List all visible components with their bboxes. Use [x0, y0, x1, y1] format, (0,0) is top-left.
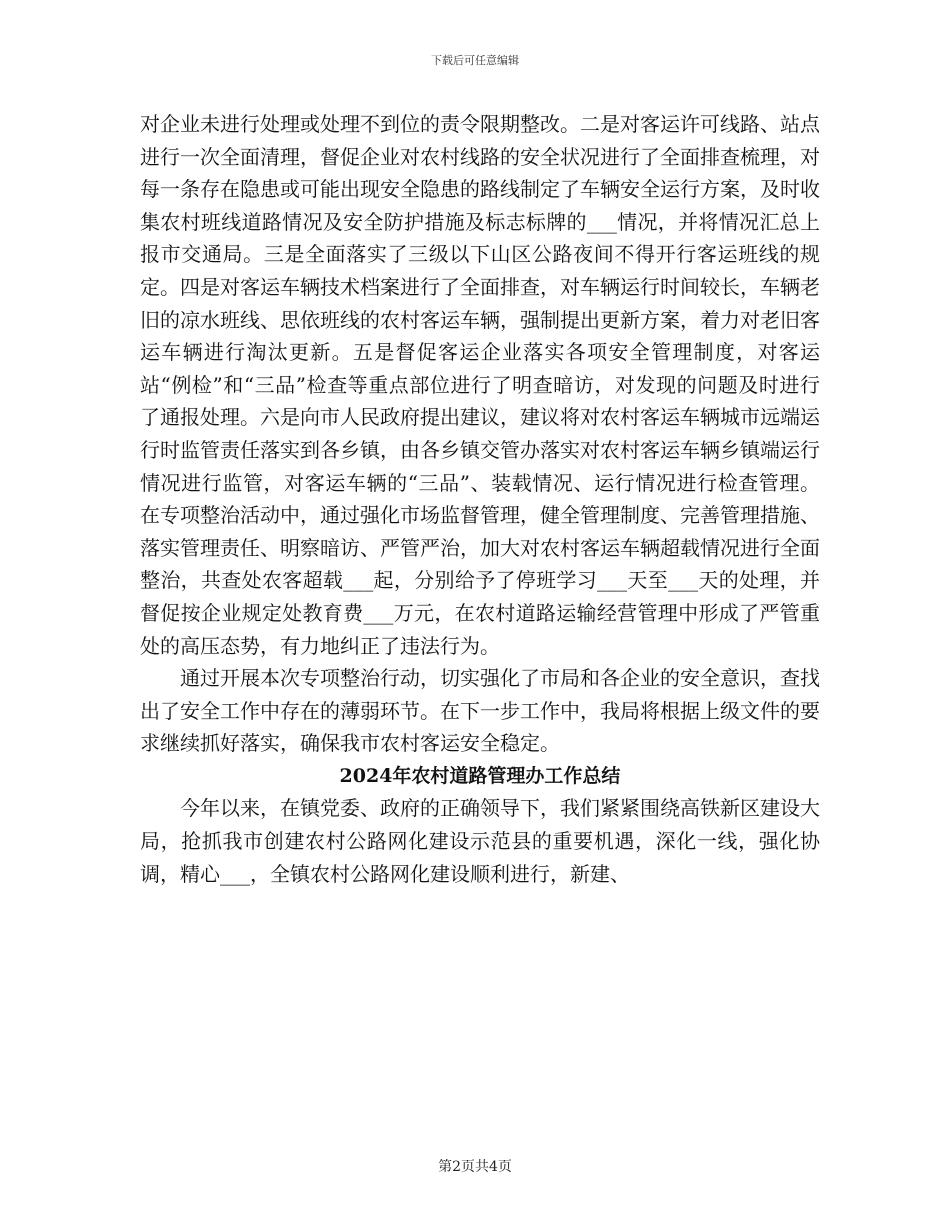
body-paragraph: 对企业未进行处理或处理不到位的责令限期整改。二是对客运许可线路、站点进行一次全面清理，督促企业对农村线路的安全状况进行了全面排查梳理，对每一条存在隐患或可能出现安全隐患的路线制定了车辆安全运行方案，及时收集农村班线道路情况及安全防护措施及标志标牌的___情况，并将情况汇总上报市交通局。三是全面落实了三级以下山区公路夜间不得开行客运班线的规定。四是对客运车辆技术档案进行了全面排查，对车辆运行时间较长，车辆老旧的凉水班线、思依班线的农村客运车辆，强制提出更新方案，着力对老旧客运车辆进行淘汰更新。五是督促客运企业落实各项安全管理制度，对客运站“例检”和“三品”检查等重点部位进行了明查暗访，对发现的问题及时进行了通报处理。六是向市人民政府提出建议，建议将对农村客运车辆城市远端运行时监管责任落实到各乡镇，由各乡镇交管办落实对农村客运车辆乡镇端运行情况进行监管，对客运车辆的“三品”、装载情况、运行情况进行检查管理。在专项整治活动中，通过强化市场监督管理，健全管理制度、完善管理措施、落实管理责任、明察暗访、严管严治，加大对农村客运车辆超载情况进行全面整治，共查处农客超载___起，分别给予了停班学习___天至___天的处理，并督促按企业规定处教育费___万元，在农村道路运输经营管理中形成了严管重处的高压态势，有力地纠正了违法行为。 — [140, 112, 820, 658]
document-body — [140, 108, 820, 890]
body-paragraph: 今年以来，在镇党委、政府的正确领导下，我们紧紧围绕高铁新区建设大局，抢抓我市创建农村公路网化建设示范县的重要机遇，深化一线，强化协调，精心___，全镇农村公路网化建设顺利进行，新建、 — [140, 796, 820, 886]
page-header-note: 下载后可任意编辑 — [431, 54, 519, 67]
section-title: 2024年农村道路管理办工作总结 — [339, 764, 621, 787]
body-paragraph: 通过开展本次专项整治行动，切实强化了市局和各企业的安全意识，查找出了安全工作中存在的薄弱环节。在下一步工作中，我局将根据上级文件的要求继续抓好落实，确保我市农村客运安全稳定。 — [140, 666, 820, 756]
page-number: 第2页共4页 — [438, 1159, 512, 1175]
